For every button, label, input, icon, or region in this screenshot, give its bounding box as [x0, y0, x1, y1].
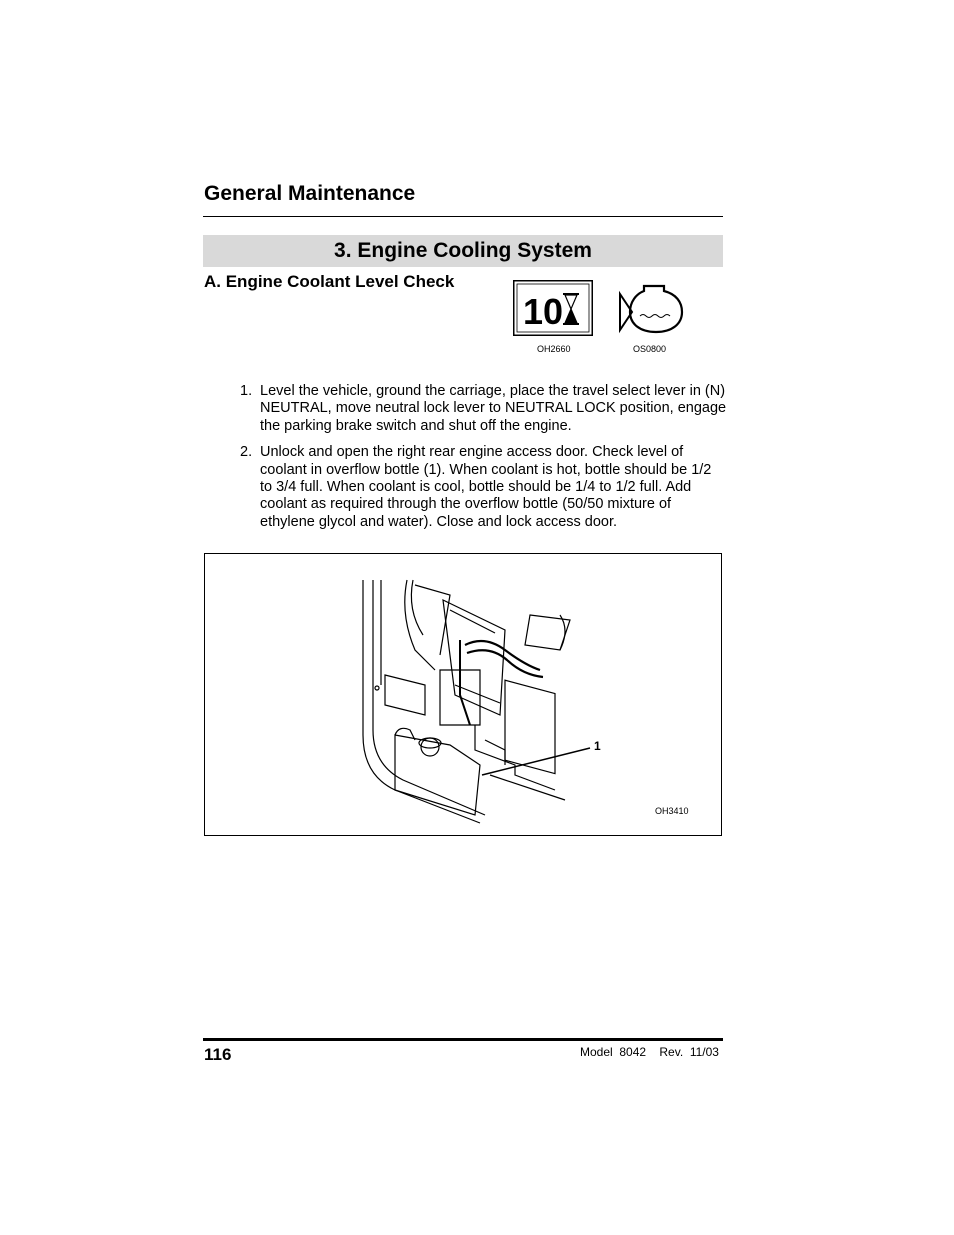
section-title: General Maintenance	[204, 182, 416, 205]
chapter-title: 3. Engine Cooling System	[334, 239, 592, 262]
chapter-bar	[203, 235, 723, 267]
step-text: Unlock and open the right rear engine access door. Check level of coolant in overflow bottle (1). When coolant is hot, bottle should be 1/2 to 3/4 full. When coolant is cool, bottle should be 1/4 to 1/2 full. Add coolant as required through the overflow bottle (50/50 mixture of ethylene glycol and water). Close and lock access door.	[260, 444, 712, 530]
callout-label: 1	[594, 739, 601, 753]
step-number: 2.	[240, 444, 253, 461]
callout-leader-line	[470, 740, 600, 780]
engine-compartment-illustration	[355, 575, 575, 825]
footer-rule	[203, 1038, 723, 1041]
engine-coolant-icon	[616, 282, 686, 336]
interval-number: 10	[523, 291, 564, 332]
list-item	[237, 383, 727, 435]
icon-code-coolant: OS0800	[633, 344, 667, 354]
step-number: 1.	[240, 383, 253, 399]
list-item	[237, 444, 727, 531]
subsection-title: A. Engine Coolant Level Check	[204, 272, 455, 291]
model-revision: Model 8042 Rev. 11/03	[580, 1045, 719, 1059]
figure-code: OH3410	[655, 806, 689, 816]
header-rule	[203, 216, 723, 217]
procedure-steps	[237, 383, 727, 540]
icon-code-interval: OH2660	[537, 344, 571, 354]
page-number: 116	[204, 1045, 232, 1064]
service-interval-10-hours-icon	[513, 280, 593, 336]
step-text: Level the vehicle, ground the carriage, place the travel select lever in (N) NEUTRAL, move neutral lock lever to NEUTRAL LOCK position, engage the parking brake switch and shut off the engine.	[260, 383, 727, 434]
